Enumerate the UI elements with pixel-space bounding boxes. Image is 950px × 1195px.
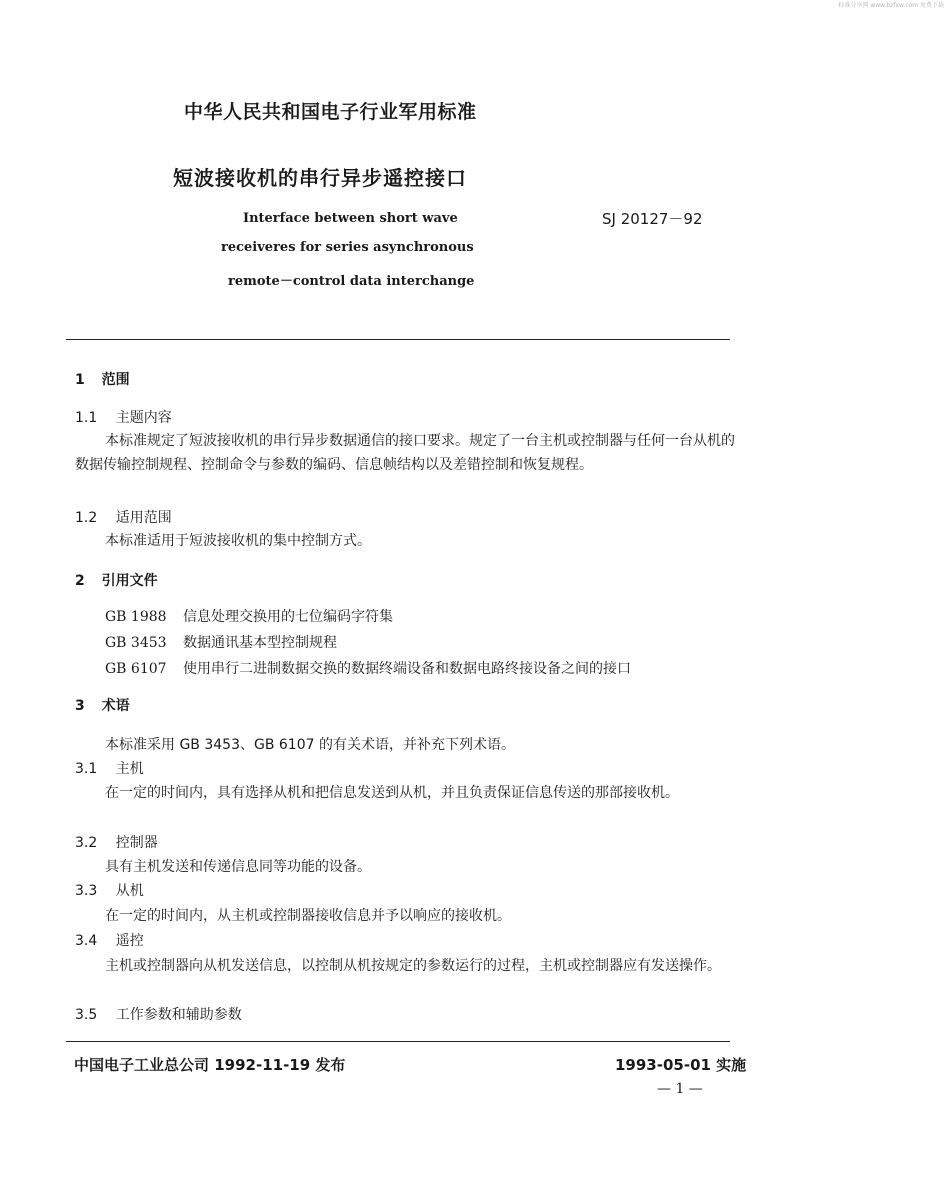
section-number: 3.5 [75,1007,98,1023]
section-title: 引用文件 [101,573,158,589]
document-title: 短波接收机的串行异步遥控接口 [173,166,467,190]
section-3-4-text: 主机或控制器向从机发送信息，以控制从机按规定的参数运行的过程，主机或控制器应有发送操作。 [105,958,721,974]
section-title: 从机 [115,883,144,899]
header-divider [66,339,730,340]
section-number: 3.4 [75,933,98,949]
issue-date: 中国电子工业总公司 1992-11-19 发布 [74,1056,346,1074]
reference-code: GB 3453 [105,635,167,651]
section-3-1-text: 在一定的时间内，具有选择从机和把信息发送到从机，并且负责保证信息传送的那部接收机。 [105,785,679,801]
section-3-3-text: 在一定的时间内，从主机或控制器接收信息并予以响应的接收机。 [105,908,511,924]
section-3-2-text: 具有主机发送和传递信息同等功能的设备。 [105,859,371,875]
section-3-heading [75,695,130,715]
footer-divider [66,1041,730,1042]
english-title-line-1: Interface between short wave [243,211,458,226]
section-number: 1.2 [75,510,98,526]
section-3-text: 本标准采用 GB 3453、GB 6107 的有关术语，并补充下列术语。 [105,737,515,753]
section-title: 术语 [101,698,130,714]
section-title: 遥控 [115,933,144,949]
section-title: 适用范围 [115,510,172,526]
section-title: 范围 [101,372,130,388]
section-1-1-text: 本标准规定了短波接收机的串行异步数据通信的接口要求。规定了一台主机或控制器与任何一台从机的数据传输控制规程、控制命令与参数的编码、信息帧结构以及差错控制和恢复规程。 [75,433,735,473]
reference-item [105,658,631,678]
reference-code: GB 1988 [105,609,167,625]
english-title-line-3: remote－control data interchange [228,274,475,289]
reference-title: 信息处理交换用的七位编码字符集 [183,609,393,625]
section-number: 3.3 [75,883,98,899]
section-3-3-heading [75,880,144,900]
watermark-text: 标准分享网 www.bzfxw.com 免费下载 [838,2,944,9]
effective-date: 1993-05-01 实施 [615,1056,747,1074]
section-number: 1 [75,372,85,388]
section-number: 3.2 [75,835,98,851]
section-number: 3 [75,698,85,714]
section-3-2-heading [75,832,158,852]
section-1-2-text: 本标准适用于短波接收机的集中控制方式。 [105,533,371,549]
section-title: 主题内容 [115,410,172,426]
english-title-line-2: receiveres for series asynchronous [221,240,474,255]
reference-title: 使用串行二进制数据交换的数据终端设备和数据电路终接设备之间的接口 [183,661,631,677]
standard-category: 中华人民共和国电子行业军用标准 [184,101,477,123]
reference-item [105,606,393,626]
section-title: 控制器 [115,835,158,851]
section-number: 1.1 [75,410,98,426]
section-number: 3.1 [75,761,98,777]
section-title: 工作参数和辅助参数 [115,1007,242,1023]
standard-code: SJ 20127－92 [602,210,703,228]
section-1-heading [75,369,130,389]
section-title: 主机 [115,761,144,777]
section-3-5-heading [75,1004,242,1024]
section-1-2-heading [75,507,172,527]
reference-item [105,632,337,652]
section-3-1-heading [75,758,144,778]
section-3-4-heading [75,930,144,950]
reference-code: GB 6107 [105,661,167,677]
section-2-heading [75,570,158,590]
reference-title: 数据通讯基本型控制规程 [183,635,337,651]
section-1-1-heading [75,407,172,427]
section-number: 2 [75,573,85,589]
page-number: — 1 — [657,1081,703,1097]
